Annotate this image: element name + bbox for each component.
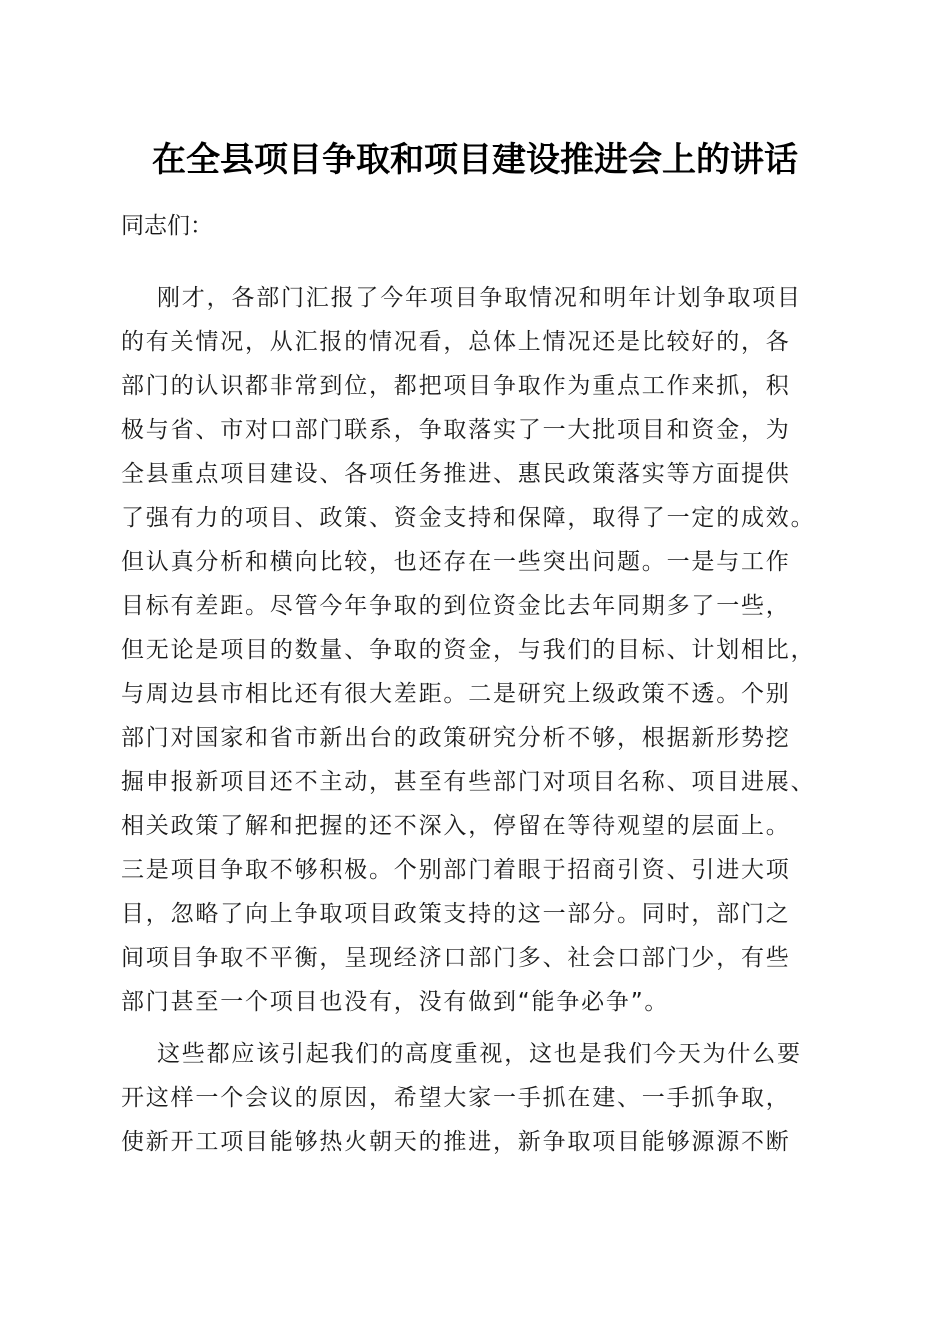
paragraph-line: 的有关情况，从汇报的情况看，总体上情况还是比较好的，各 (121, 329, 791, 355)
paragraph-line: 但无论是项目的数量、争取的资金，与我们的目标、计划相比， (121, 637, 816, 663)
paragraph-line: 极与省、市对口部门联系，争取落实了一大批项目和资金，为 (121, 417, 791, 443)
paragraph-line: 部门对国家和省市新出台的政策研究分析不够，根据新形势挖 (121, 725, 791, 751)
paragraph-line: 相关政策了解和把握的还不深入，停留在等待观望的层面上。 (121, 813, 791, 839)
paragraph-line: 开这样一个会议的原因，希望大家一手抓在建、一手抓争取， (121, 1085, 791, 1111)
paragraph-line: 但认真分析和横向比较，也还存在一些突出问题。一是与工作 (121, 549, 791, 575)
document-title: 在全县项目争取和项目建设推进会上的讲话 (152, 140, 798, 180)
paragraph-line: 这些都应该引起我们的高度重视，这也是我们今天为什么要 (157, 1041, 802, 1067)
paragraph-line: 与周边县市相比还有很大差距。二是研究上级政策不透。个别 (121, 681, 791, 707)
paragraph-line: 目，忽略了向上争取项目政策支持的这一部分。同时，部门之 (121, 901, 791, 927)
paragraph-line: 目标有差距。尽管今年争取的到位资金比去年同期多了一些， (121, 593, 791, 619)
paragraph-line: 部门甚至一个项目也没有，没有做到“能争必争”。 (121, 989, 670, 1015)
paragraph-line: 刚才，各部门汇报了今年项目争取情况和明年计划争取项目 (157, 285, 802, 311)
paragraph-line: 全县重点项目建设、各项任务推进、惠民政策落实等方面提供 (121, 461, 791, 487)
paragraph-line: 间项目争取不平衡，呈现经济口部门多、社会口部门少，有些 (121, 945, 791, 971)
greeting: 同志们： (121, 213, 213, 239)
paragraph-line: 掘申报新项目还不主动，甚至有些部门对项目名称、项目进展、 (121, 769, 816, 795)
paragraph-line: 了强有力的项目、政策、资金支持和保障，取得了一定的成效。 (121, 505, 816, 531)
paragraph-line: 部门的认识都非常到位，都把项目争取作为重点工作来抓，积 (121, 373, 791, 399)
paragraph-line: 使新开工项目能够热火朝天的推进，新争取项目能够源源不断 (121, 1129, 791, 1155)
paragraph-line: 三是项目争取不够积极。个别部门着眼于招商引资、引进大项 (121, 857, 791, 883)
